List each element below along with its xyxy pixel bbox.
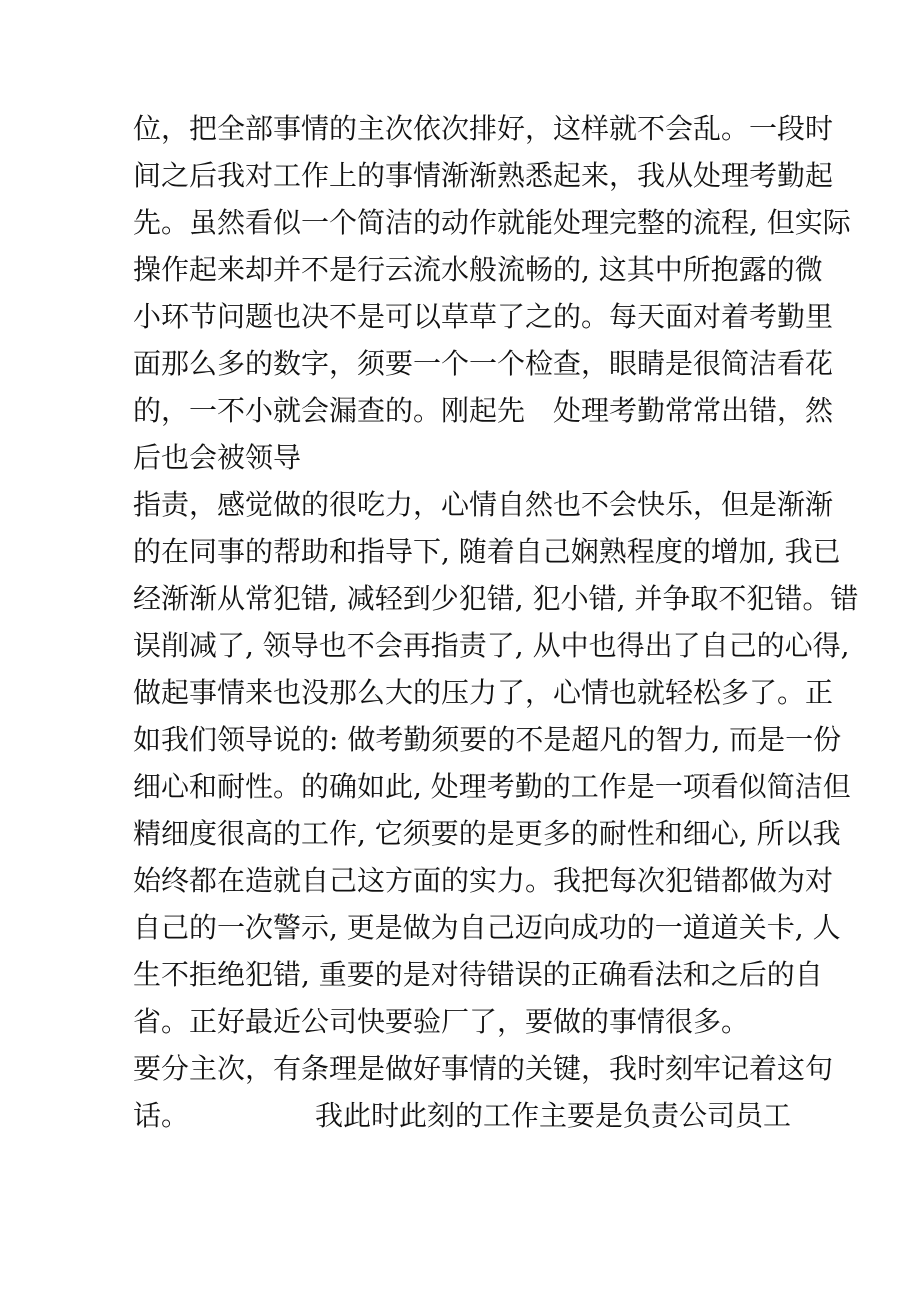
text-line-18: 自己的一次警示, 更是做为自己迈向成功的一道道关卡, 人 <box>133 911 841 944</box>
text-line-21: 要分主次，有条理是做好事情的关键，我时刻牢记着这句 <box>133 1052 834 1085</box>
text-line-5: 小环节问题也决不是可以草草了之的。每天面对着考勤里 <box>133 300 834 333</box>
text-line-9: 指责，感觉做的很吃力，心情自然也不会快乐，但是渐渐 <box>133 488 834 521</box>
text-line-1: 位，把全部事情的主次依次排好，这样就不会乱。一段时 <box>133 112 834 145</box>
text-line-22: 话。 我此时此刻的工作主要是负责公司员工 <box>133 1099 792 1132</box>
text-line-7: 的，一不小就会漏查的。刚起先 处理考勤常常出错，然 <box>133 394 834 427</box>
text-line-20: 省。正好最近公司快要验厂了，要做的事情很多。 <box>133 1005 750 1038</box>
text-line-12: 误削减了, 领导也不会再指责了, 从中也得出了自己的心得, <box>133 629 850 662</box>
text-line-19: 生不拒绝犯错, 重要的是对待错误的正确看法和之后的自 <box>133 958 823 991</box>
text-line-3: 先。虽然看似一个简洁的动作就能处理完整的流程, 但实际 <box>133 206 851 239</box>
text-line-15: 细心和耐性。的确如此, 处理考勤的工作是一项看似简洁但 <box>133 770 851 803</box>
text-line-10: 的在同事的帮助和指导下, 随着自己娴熟程度的增加, 我已 <box>133 535 841 568</box>
text-line-11: 经渐渐从常犯错, 减轻到少犯错, 犯小错, 并争取不犯错。错 <box>133 582 859 615</box>
text-line-13: 做起事情来也没那么大的压力了，心情也就轻松多了。正 <box>133 676 834 709</box>
text-line-14: 如我们领导说的: 做考勤须要的不是超凡的智力, 而是一份 <box>133 723 842 756</box>
text-line-4: 操作起来却并不是行云流水般流畅的, 这其中所抱露的微 <box>133 253 823 286</box>
text-line-17: 始终都在造就自己这方面的实力。我把每次犯错都做为对 <box>133 864 834 897</box>
body-text <box>133 105 859 1139</box>
text-line-16: 精细度很高的工作, 它须要的是更多的耐性和细心, 所以我 <box>133 817 841 850</box>
text-line-2: 间之后我对工作上的事情渐渐熟悉起来，我从处理考勤起 <box>133 159 834 192</box>
text-line-6: 面那么多的数字，须要一个一个检查，眼睛是很简洁看花 <box>133 347 834 380</box>
text-line-8: 后也会被领导 <box>133 441 302 474</box>
